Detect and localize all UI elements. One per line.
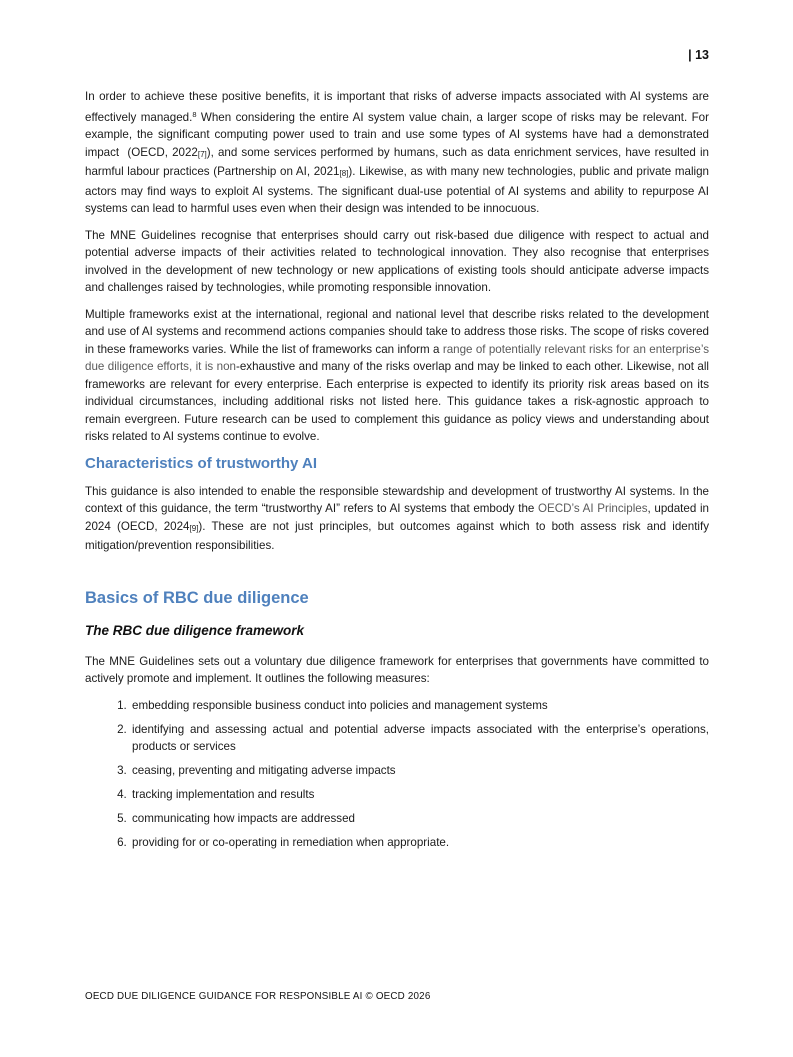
list-item: 1. embedding responsible business conduct into policies and management systems [130,697,709,715]
text-run: 8 [192,109,197,119]
page-number: | 13 [688,48,709,62]
document-body [85,88,713,858]
paragraph-benefits-risks [85,88,713,218]
text-run: ). Likewise, as with many new technologies, public and private malign actors may find ways to exploit AI systems. The significant dual-use potential of AI systems and ability to repurpose AI systems can lead to harmful uses even when their design was intended to be innocuous. [85,165,713,215]
text-run: Multiple frameworks exist at the international, regional and national level that describe risks related to the development and use of AI systems and recommend actions companies should take to address those risks. The scope of risks covered in these frameworks varies. While the list of frameworks can inform a [85,307,713,356]
paragraph-mne-voluntary-framework [85,653,713,688]
text-run: OECD’s AI Principles [537,502,648,515]
list-item: 6. providing for or co-operating in remediation when appropriate. [130,834,709,852]
list-item: 3. ceasing, preventing and mitigating adverse impacts [130,762,709,780]
heading-characteristics-trustworthy-ai: Characteristics of trustworthy AI [85,454,317,472]
heading-basics-rbc-due-diligence: Basics of RBC due diligence [85,588,309,607]
due-diligence-measures-list [85,697,709,852]
text-run: [8] [339,169,349,178]
list-item: 5. communicating how impacts are addressed [130,810,709,828]
text-run: This guidance is also intended to enable the responsible stewardship and development of trustworthy AI systems. In the context of this guidance, the term “trustworthy AI” refers to AI systems that embody the [85,484,713,515]
text-run: [7] [197,149,207,159]
text-run: ), and some services performed by humans, such as data enrichment services, have resulted in harmful labour practices (Partnership on AI, 2021 [85,145,713,178]
paragraph-mne-guidelines-risk-based [85,227,713,297]
list-item: 4. tracking implementation and results [130,786,709,804]
text-run: [9] [189,523,199,533]
text-run: The MNE Guidelines recognise that enterprises should carry out risk-based due diligence with respect to actual and potential adverse impacts of their activities related to technological innovation. They also recognise that enterprises involved in the development of new technology or new applications of existing tools should anticipate adverse impacts and challenges raised by technologies, while promoting responsible innovation. [85,228,713,294]
paragraph-trustworthy-ai [85,483,713,555]
text-run: -exhaustive and many of the risks overlap and may be linked to each other. Likewise, not all frameworks are relevant for every enterprise. Each enterprise is expected to identify its priority risk areas based on its individual circumstances, including additional risks not listed here. This guidance takes a risk-agnostic approach to remain evergreen. Future research can be used to complement this guidance as policy views and understanding about risks related to AI systems continue to evolve. [85,360,713,443]
text-run: , updated in 2024 (OECD, 2024 [85,502,713,533]
list-item: 2. identifying and assessing actual and potential adverse impacts associated with the enterprise’s operations, products or services [130,721,709,756]
text-run: The MNE Guidelines sets out a voluntary due diligence framework for enterprises that governments have committed to actively promote and implement. It outlines the following measures: [85,654,713,685]
text-run: In order to achieve these positive benefits, it is important that risks of adverse impacts associated with AI systems are effectively managed. [85,90,713,124]
text-run: When considering the entire AI system value chain, a larger scope of risks may be relevant. For example, the significant computing power used to train and use some types of AI systems have had a demonstrated impact (OECD, 2022 [85,110,713,159]
subheading-rbc-framework: The RBC due diligence framework [85,622,305,638]
text-run: range of potentially relevant risks for an enterprise’s due diligence efforts, it is non [85,342,713,373]
paragraph-multiple-frameworks [85,306,713,446]
text-run: ). These are not just principles, but outcomes against which to both assess risk and identify mitigation/prevention responsibilities. [85,519,713,552]
document-footer: OECD DUE DILIGENCE GUIDANCE FOR RESPONSIBLE AI © OECD 2026 [85,991,431,1002]
